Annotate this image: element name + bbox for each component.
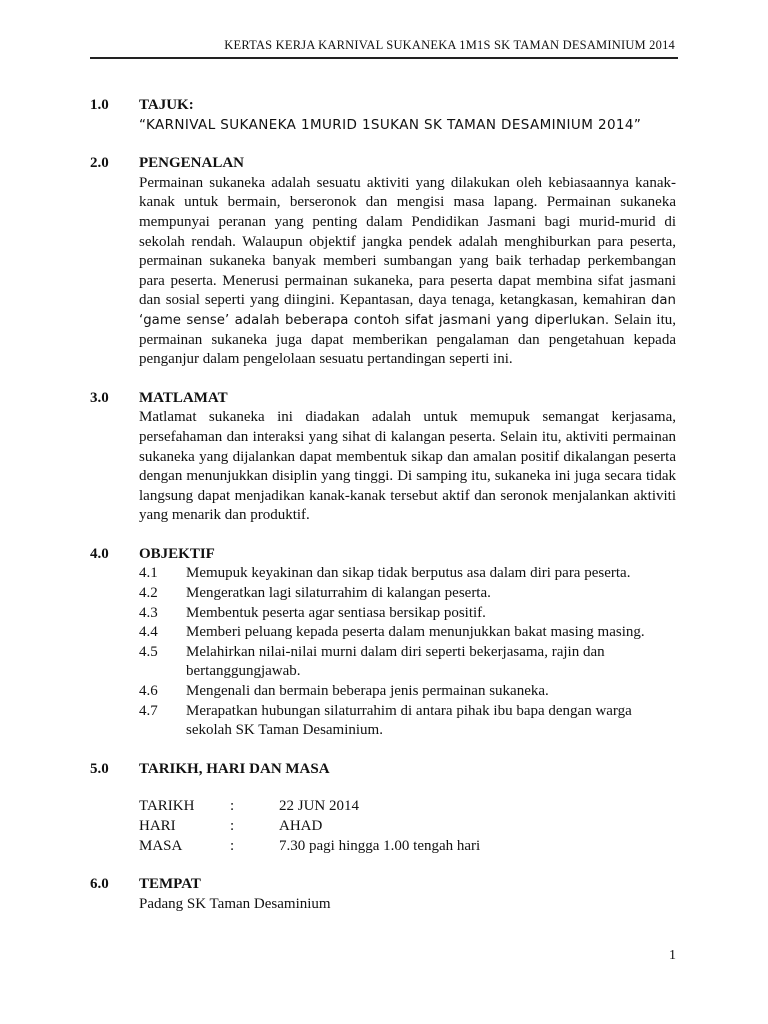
list-item-text: Merapatkan hubungan silaturrahim di antara pihak ibu bapa dengan warga sekolah SK Taman Desaminium. [186,702,632,739]
list-item-text: Melahirkan nilai-nilai murni dalam diri seperti bekerjasama, rajin dan bertanggungjawab. [186,643,605,680]
info-colon: : [230,837,235,854]
header-rule [90,57,678,59]
section-title: PENGENALAN [139,155,245,172]
section-tarikh [90,760,676,856]
list-item-number: 4.5 [139,643,158,660]
section-paragraph [139,174,676,370]
section-tajuk [90,96,676,135]
section-number: 5.0 [90,760,109,777]
list-item [139,702,676,741]
section-heading [90,875,676,895]
section-heading [90,760,676,780]
list-item-number: 4.7 [139,702,158,719]
section-tempat [90,875,676,914]
section-heading [90,545,676,565]
list-item-text: Memberi peluang kepada peserta dalam menunjukkan bakat masing masing. [186,624,645,641]
info-row [139,817,676,837]
info-label: HARI [139,818,176,834]
info-colon: : [230,798,235,815]
list-item-number: 4.3 [139,604,158,621]
section-number: 2.0 [90,155,109,172]
section-paragraph: Padang SK Taman Desaminium [139,895,331,912]
section-paragraph: Matlamat sukaneka ini diadakan adalah untuk memupuk semangat kerjasama, persefahaman dan interaksi yang sihat di kalangan peserta. Selain itu, aktiviti permainan sukaneka yang dijalankan dapat membentuk sikap dan amalan positif dikalangan peserta dengan menunjukkan disiplin yang tinggi. Di samping itu, sukaneka ini juga secara tidak langsung dapat menjadikan kanak-kanak tersebut aktif dan seronok menjalankan aktiviti yang menarik dan produktif. [139,409,676,524]
info-value: 22 JUN 2014 [279,798,360,815]
list-item-number: 4.1 [139,565,158,582]
list-item [139,643,676,682]
info-row [139,837,676,857]
info-row [139,797,676,817]
list-item [139,584,676,604]
info-label: MASA [139,837,183,854]
section-number: 6.0 [90,876,109,893]
section-title: OBJEKTIF [139,545,215,562]
list-item-number: 4.2 [139,585,158,602]
section-matlamat [90,389,676,526]
section-title: TARIKH, HARI DAN MASA [139,760,330,777]
section-objektif [90,545,676,741]
objective-list [139,564,676,740]
list-item-text: Memupuk keyakinan dan sikap tidak berputus asa dalam diri para peserta. [186,565,631,582]
paragraph-text: Permainan sukaneka adalah sesuatu aktiviti yang dilakukan oleh kebiasaannya kanak-kanak untuk bermain, berseronok dan mengisi masa lapang. Permainan sukaneka mempunyai peranan yang penting dalam Pendidikan Jasmani bagi murid-murid di sekolah rendah. Walaupun objektif jangka pendek adalah menghiburkan para peserta, permainan sukaneka banyak memberi sumbangan yang baik terhadap perkembangan para peserta. Menerusi permainan sukaneka, para peserta dapat membina sifat jasmani dan sosial seperti yang diingini. Kepantasan, daya tenaga, ketangkasan, kemahiran [139,174,676,309]
list-item [139,604,676,624]
section-title: TAJUK: [139,97,194,113]
page-number: 1 [669,948,676,963]
list-item-text: Mengeratkan lagi silaturrahim di kalangan peserta. [186,585,491,602]
document-body [90,96,676,933]
list-item [139,564,676,584]
section-heading [90,96,676,116]
section-heading [90,154,676,174]
info-value: AHAD [279,818,323,834]
paragraph-text: Selain itu, permainan sukaneka juga dapat memberikan pengalaman dan pengetahuan kepada penganjur dalam pengelolaan sesuatu pertandingan seperti ini. [139,311,676,368]
event-title: “KARNIVAL SUKANEKA 1MURID 1SUKAN SK TAMAN DESAMINIUM 2014” [139,116,642,133]
section-number: 3.0 [90,389,109,406]
list-item-text: Mengenali dan bermain beberapa jenis permainan sukaneka. [186,683,549,700]
date-time-table [139,797,676,856]
section-number: 1.0 [90,97,109,113]
list-item-number: 4.4 [139,624,158,641]
list-item-number: 4.6 [139,683,158,700]
info-colon: : [230,818,235,834]
section-title: MATLAMAT [139,389,228,406]
info-label: TARIKH [139,798,195,815]
section-number: 4.0 [90,545,109,562]
list-item [139,682,676,702]
list-item-text: Membentuk peserta agar sentiasa bersikap positif. [186,604,486,621]
list-item [139,623,676,643]
section-title: TEMPAT [139,876,201,893]
page-header: KERTAS KERJA KARNIVAL SUKANEKA 1M1S SK TAMAN DESAMINIUM 2014 [224,38,675,52]
paragraph-text-sans: dan ‘game sense’ adalah beberapa contoh sifat jasmani yang diperlukan. [139,293,676,328]
section-heading [90,389,676,409]
section-pengenalan [90,154,676,370]
info-value: 7.30 pagi hingga 1.00 tengah hari [279,837,481,854]
